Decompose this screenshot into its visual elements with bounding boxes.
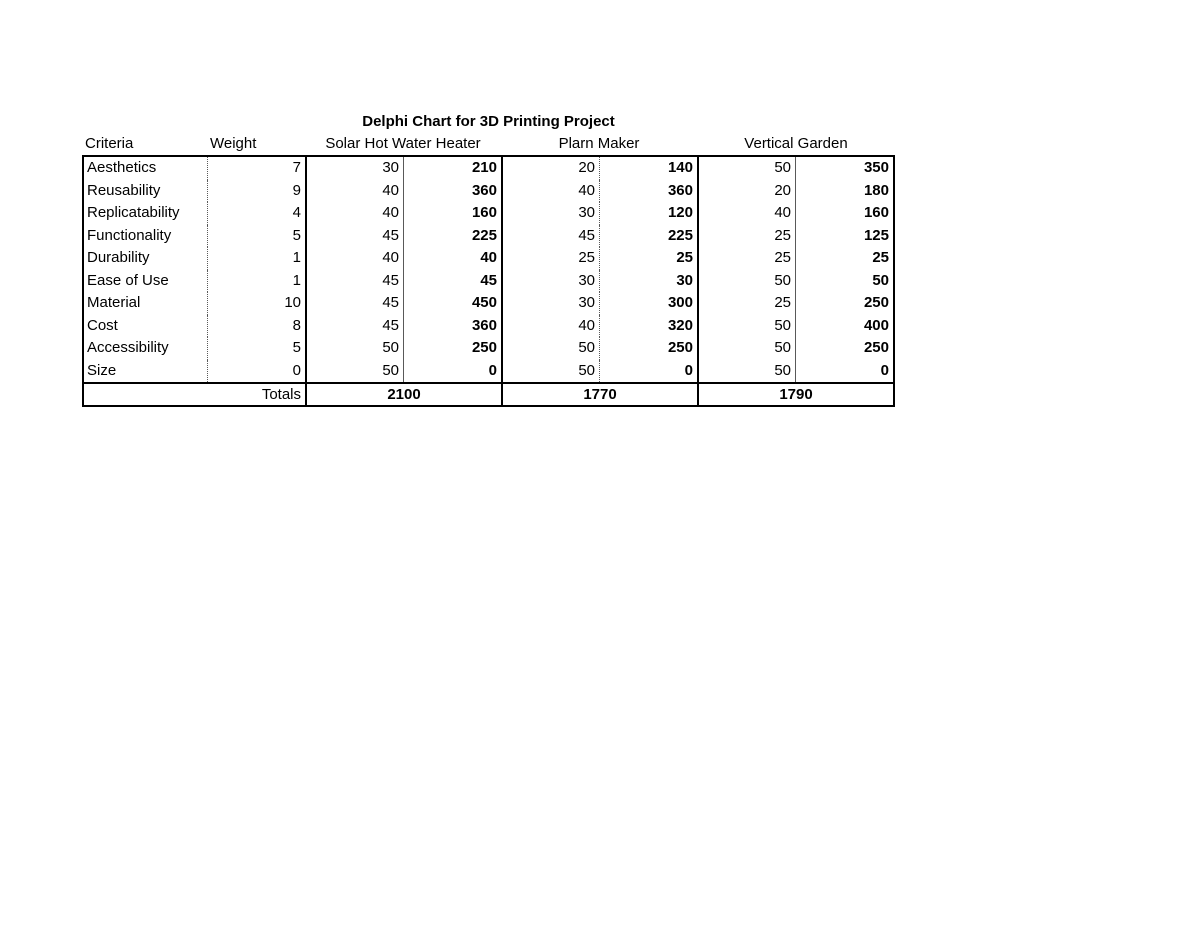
vertical-score-cell: 50 [697, 337, 795, 360]
header-criteria: Criteria [85, 135, 134, 152]
plarn-score-cell: 20 [501, 157, 599, 180]
plarn-score-cell: 30 [501, 202, 599, 225]
table-box [82, 155, 895, 407]
plarn-score-cell: 50 [501, 337, 599, 360]
solar-weighted-cell: 40 [403, 247, 501, 270]
plarn-score-cell: 40 [501, 180, 599, 203]
solar-weighted-cell: 250 [403, 337, 501, 360]
weight-cell: 1 [207, 247, 305, 270]
criteria-cell: Replicatability [87, 204, 180, 221]
vertical-weighted-cell: 350 [795, 157, 893, 180]
criteria-cell: Cost [87, 316, 118, 334]
criteria-cell: Functionality [87, 226, 172, 244]
solar-score-cell: 45 [305, 270, 403, 293]
delphi-chart-sheet [82, 110, 895, 407]
table-body [84, 157, 893, 382]
plarn-weighted-cell: 120 [599, 202, 697, 225]
totals-row [84, 382, 893, 405]
criteria-cell: Size [87, 361, 117, 379]
vertical-weighted-cell: 250 [795, 337, 893, 360]
vertical-score-cell: 20 [697, 180, 795, 203]
weight-cell: 1 [207, 270, 305, 293]
vertical-score-cell: 50 [697, 360, 795, 383]
plarn-score-cell: 50 [501, 360, 599, 383]
vertical-weighted-cell: 25 [795, 247, 893, 270]
criteria-cell: Accessibility [87, 339, 169, 356]
solar-weighted-cell: 210 [403, 157, 501, 180]
weight-cell: 7 [207, 157, 305, 180]
vertical-weighted-cell: 0 [795, 360, 893, 383]
weight-cell: 9 [207, 180, 305, 203]
totals-label: Totals [261, 386, 301, 403]
weight-cell: 5 [207, 225, 305, 248]
vertical-score-cell: 50 [697, 315, 795, 338]
vertical-weighted-cell: 400 [795, 315, 893, 338]
criteria-cell: Durability [87, 249, 150, 266]
totals-plarn-value: 1770 [501, 384, 697, 405]
plarn-weighted-cell: 30 [599, 270, 697, 293]
weight-cell: 8 [207, 315, 305, 338]
vertical-weighted-cell: 250 [795, 292, 893, 315]
header-weight: Weight [210, 135, 257, 152]
solar-weighted-cell: 0 [403, 360, 501, 383]
solar-weighted-cell: 450 [403, 292, 501, 315]
solar-score-cell: 45 [305, 292, 403, 315]
criteria-cell: Material [87, 294, 141, 311]
solar-weighted-cell: 360 [403, 180, 501, 203]
solar-score-cell: 50 [305, 360, 403, 383]
criteria-cell: Reusability [87, 181, 161, 199]
plarn-weighted-cell: 225 [599, 225, 697, 248]
solar-score-cell: 45 [305, 225, 403, 248]
plarn-weighted-cell: 0 [599, 360, 697, 383]
plarn-weighted-cell: 360 [599, 180, 697, 203]
weight-cell: 4 [207, 202, 305, 225]
header-group-plarn-maker: Plarn Maker [558, 135, 640, 152]
plarn-weighted-cell: 320 [599, 315, 697, 338]
solar-score-cell: 45 [305, 315, 403, 338]
vertical-weighted-cell: 125 [795, 225, 893, 248]
solar-score-cell: 40 [305, 180, 403, 203]
chart-title: Delphi Chart for 3D Printing Project [362, 113, 615, 130]
weight-cell: 10 [207, 292, 305, 315]
solar-weighted-cell: 45 [403, 270, 501, 293]
criteria-cell: Ease of Use [87, 271, 169, 289]
vertical-score-cell: 25 [697, 247, 795, 270]
solar-score-cell: 30 [305, 157, 403, 180]
vertical-weighted-cell: 180 [795, 180, 893, 203]
plarn-score-cell: 30 [501, 292, 599, 315]
solar-weighted-cell: 225 [403, 225, 501, 248]
totals-solar-value: 2100 [305, 384, 501, 405]
vertical-score-cell: 40 [697, 202, 795, 225]
solar-score-cell: 40 [305, 247, 403, 270]
solar-weighted-cell: 160 [403, 202, 501, 225]
vertical-weighted-cell: 50 [795, 270, 893, 293]
solar-weighted-cell: 360 [403, 315, 501, 338]
plarn-weighted-cell: 250 [599, 337, 697, 360]
header-group-solar-hot-water-heater: Solar Hot Water Heater [325, 135, 481, 152]
plarn-weighted-cell: 300 [599, 292, 697, 315]
totals-vertical-value: 1790 [697, 384, 893, 405]
plarn-weighted-cell: 140 [599, 157, 697, 180]
criteria-cell: Aesthetics [87, 159, 157, 176]
header-group-vertical-garden: Vertical Garden [744, 135, 848, 152]
plarn-score-cell: 40 [501, 315, 599, 338]
weight-cell: 5 [207, 337, 305, 360]
vertical-score-cell: 25 [697, 225, 795, 248]
table-header-row [82, 133, 895, 155]
plarn-score-cell: 25 [501, 247, 599, 270]
vertical-weighted-cell: 160 [795, 202, 893, 225]
plarn-score-cell: 45 [501, 225, 599, 248]
vertical-score-cell: 50 [697, 157, 795, 180]
vertical-score-cell: 50 [697, 270, 795, 293]
weight-cell: 0 [207, 360, 305, 383]
vertical-score-cell: 25 [697, 292, 795, 315]
solar-score-cell: 40 [305, 202, 403, 225]
solar-score-cell: 50 [305, 337, 403, 360]
plarn-weighted-cell: 25 [599, 247, 697, 270]
plarn-score-cell: 30 [501, 270, 599, 293]
